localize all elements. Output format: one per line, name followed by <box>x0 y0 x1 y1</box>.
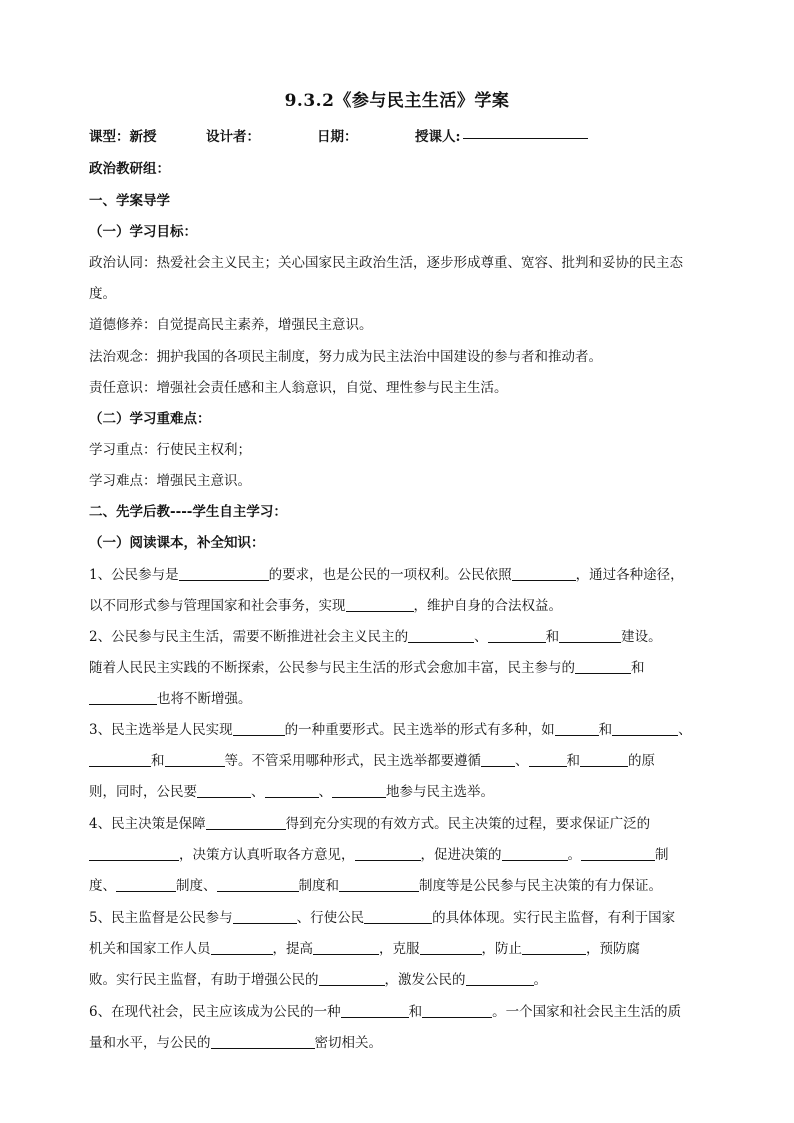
text: 制度和 <box>298 878 339 894</box>
fill-blank[interactable] <box>466 972 534 986</box>
fill-blank[interactable] <box>502 847 568 861</box>
fill-blank[interactable] <box>217 878 299 892</box>
text: 随着人民民主实践的不断探索，公民参与民主生活的形式会愈加丰富，民主参与的 <box>89 660 575 676</box>
text: 制度等是公民参与民主决策的有力保证。 <box>419 878 662 894</box>
text: 的要求，也是公民的一项权利。公民依照 <box>268 567 512 583</box>
header-row <box>89 125 709 143</box>
subsection-goals-heading: （一）学习目标： <box>89 224 197 240</box>
text: ，决策方认真听取各方意见， <box>179 847 355 863</box>
fill-blank[interactable] <box>116 878 176 892</box>
fill-blank[interactable] <box>612 722 678 736</box>
fill-blank[interactable] <box>332 784 386 798</box>
question-5-line-2 <box>89 937 709 957</box>
text: 。一个国家和社会民主生活的质 <box>492 1004 682 1020</box>
goal-political: 政治认同：热爱社会主义民主；关心国家民主政治生活，逐步形成尊重、宽容、批判和妥协的民主态 <box>89 255 683 271</box>
fill-blank[interactable] <box>165 753 225 767</box>
text: 也将不断增强。 <box>157 691 252 707</box>
question-1-line-1 <box>89 563 709 583</box>
fill-blank[interactable] <box>197 784 251 798</box>
text: 度、 <box>89 878 116 894</box>
text: 等。不管采用哪种形式，民主选举都要遵循 <box>224 753 481 769</box>
question-4-line-3 <box>89 874 709 894</box>
goal-law: 法治观念：拥护我国的各项民主制度，努力成为民主法治中国建设的参与者和推动者。 <box>89 349 602 365</box>
question-2-line-3 <box>89 687 709 707</box>
page-title: 9.3.2《参与民主生活》学案 <box>284 91 510 111</box>
text: 的一种重要形式。民主选举的形式有多种，如 <box>284 722 555 738</box>
fill-blank[interactable] <box>559 629 621 643</box>
text: 和 <box>598 722 613 738</box>
text: 和 <box>631 660 645 676</box>
text: ，促进决策的 <box>420 847 502 863</box>
goal-moral: 道德修养：自觉提高民主素养，增强民主意识。 <box>89 317 373 333</box>
text: 、 <box>251 784 265 800</box>
fill-blank[interactable] <box>481 753 515 767</box>
text: 。 <box>567 847 581 863</box>
text: 5、民主监督是公民参与 <box>89 910 233 926</box>
fill-blank[interactable] <box>555 722 599 736</box>
fill-blank[interactable] <box>346 598 414 612</box>
text: 、 <box>474 629 488 645</box>
question-5-line-3 <box>89 968 709 988</box>
question-2-line-1 <box>89 625 709 645</box>
fill-blank[interactable] <box>580 753 628 767</box>
group-label: 政治教研组： <box>89 161 170 177</box>
text: 、 <box>515 753 529 769</box>
section-2-heading: 二、先学后教----学生自主学习： <box>89 504 287 520</box>
text: ，维护自身的合法权益。 <box>413 598 562 614</box>
text: ，通过各种途径， <box>575 567 684 583</box>
text: 的原 <box>628 753 655 769</box>
key-point: 学习重点：行使民主权利； <box>89 442 251 458</box>
question-4-line-1 <box>89 812 709 832</box>
fill-blank[interactable] <box>420 941 482 955</box>
fill-blank[interactable] <box>313 941 379 955</box>
text: 和 <box>151 753 165 769</box>
text: 和 <box>566 753 580 769</box>
fill-blank[interactable] <box>575 660 631 674</box>
fill-blank[interactable] <box>341 1004 409 1018</box>
question-3-line-1 <box>89 718 709 738</box>
fill-blank[interactable] <box>422 1004 492 1018</box>
text: 建设。 <box>621 629 662 645</box>
fill-blank[interactable] <box>529 753 567 767</box>
date-label: 日期： <box>317 129 358 145</box>
text: 1、公民参与是 <box>89 567 179 583</box>
fill-blank[interactable] <box>233 910 297 924</box>
text: ，提高 <box>272 941 313 957</box>
text: 3、民主选举是人民实现 <box>89 722 233 738</box>
fill-blank[interactable] <box>265 784 319 798</box>
fill-blank[interactable] <box>522 941 586 955</box>
text: 制度、 <box>176 878 217 894</box>
question-6-line-2 <box>89 1031 709 1051</box>
question-3-line-3 <box>89 780 709 800</box>
question-3-line-2 <box>89 749 709 769</box>
text: 2、公民参与民主生活，需要不断推进社会主义民主的 <box>89 629 409 645</box>
question-5-line-1 <box>89 906 709 926</box>
text: 密切相关。 <box>314 1035 382 1051</box>
lesson-type: 课型：新授 <box>89 129 157 145</box>
text: 。 <box>533 972 547 988</box>
fill-blank[interactable] <box>319 972 385 986</box>
subsection-reading-heading: （一）阅读课本，补全知识： <box>89 535 265 551</box>
fill-blank[interactable] <box>211 1035 315 1049</box>
text: 的具体体现。实行民主监督，有利于国家 <box>432 910 676 926</box>
text: 量和水平，与公民的 <box>89 1035 211 1051</box>
question-4-line-2 <box>89 843 709 863</box>
fill-blank[interactable] <box>364 910 432 924</box>
question-2-line-2 <box>89 656 709 676</box>
text: 、 <box>678 722 692 738</box>
teacher-label: 授课人: <box>415 129 461 145</box>
section-1-heading: 一、学案导学 <box>89 193 170 209</box>
text: 制 <box>655 847 669 863</box>
text: 地参与民主选举。 <box>386 784 494 800</box>
subsection-key-heading: （二）学习重难点： <box>89 411 211 427</box>
goal-political-cont: 度。 <box>89 286 116 302</box>
fill-blank[interactable] <box>233 722 285 736</box>
text: 、行使公民 <box>296 910 365 926</box>
question-1-line-2 <box>89 594 709 614</box>
text: 和 <box>545 629 560 645</box>
fill-blank[interactable] <box>89 847 179 861</box>
fill-blank[interactable] <box>206 816 286 830</box>
fill-blank[interactable] <box>408 629 474 643</box>
text: 机关和国家工作人员 <box>89 941 211 957</box>
text: 4、民主决策是保障 <box>89 816 206 832</box>
fill-blank[interactable] <box>581 847 655 861</box>
text: 败。实行民主监督，有助于增强公民的 <box>89 972 319 988</box>
text: 6、在现代社会，民主应该成为公民的一种 <box>89 1004 341 1020</box>
text: 则，同时，公民要 <box>89 784 197 800</box>
text: 和 <box>408 1004 423 1020</box>
difficult-point: 学习难点：增强民主意识。 <box>89 473 251 489</box>
fill-blank[interactable] <box>179 567 269 581</box>
fill-blank[interactable] <box>355 847 421 861</box>
text: 、 <box>318 784 332 800</box>
text: ，克服 <box>379 941 420 957</box>
fill-blank[interactable] <box>89 691 157 705</box>
text: 得到充分实现的有效方式。民主决策的过程，要求保证广泛的 <box>285 816 651 832</box>
fill-blank[interactable] <box>488 629 546 643</box>
text: ，防止 <box>481 941 522 957</box>
fill-blank[interactable] <box>89 753 151 767</box>
question-6-line-1 <box>89 1000 709 1020</box>
goal-responsibility: 责任意识：增强社会责任感和主人翁意识，自觉、理性参与民主生活。 <box>89 380 508 396</box>
text: ，预防腐 <box>586 941 640 957</box>
fill-blank[interactable] <box>512 567 576 581</box>
text: ，激发公民的 <box>384 972 466 988</box>
designer-label: 设计者： <box>206 129 260 145</box>
fill-blank[interactable] <box>211 941 273 955</box>
fill-blank[interactable] <box>339 878 419 892</box>
teacher-blank[interactable] <box>463 125 588 139</box>
text: 以不同形式参与管理国家和社会事务，实现 <box>89 598 346 614</box>
